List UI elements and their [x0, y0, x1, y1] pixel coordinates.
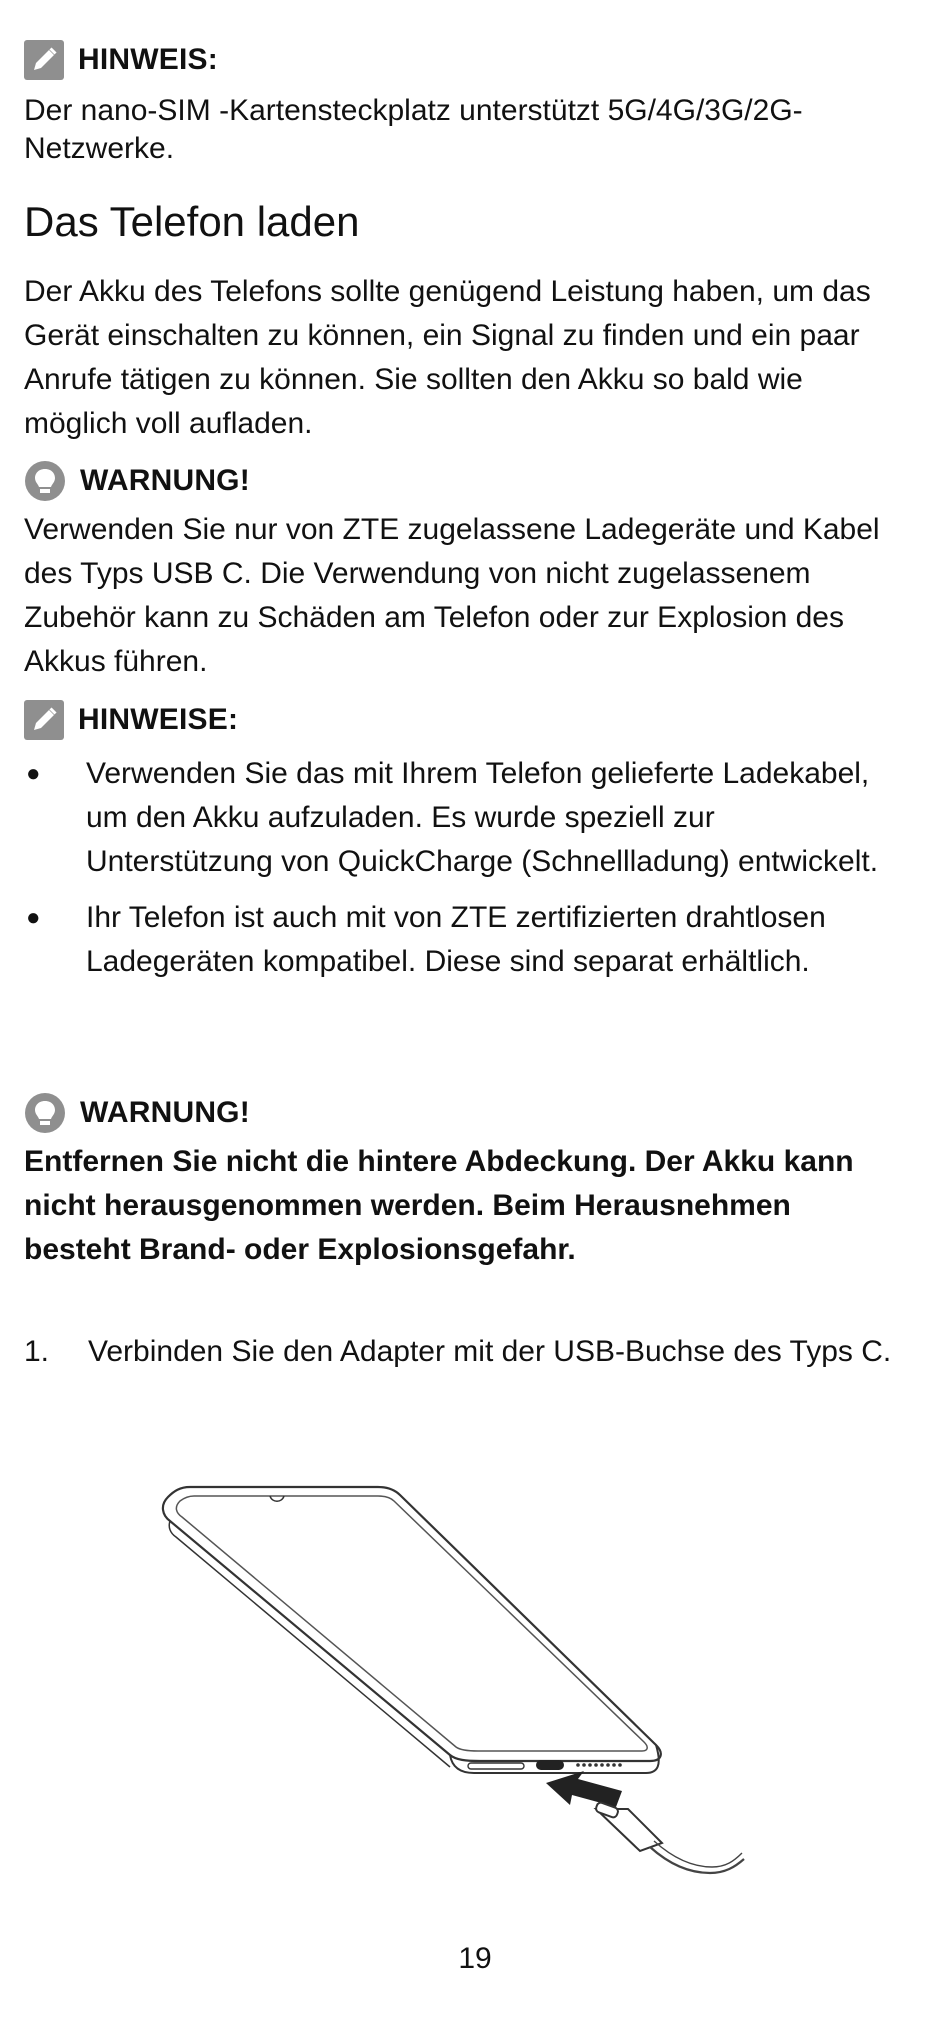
note-header: [24, 40, 218, 80]
notes-list: [24, 752, 904, 984]
pencil-icon: [24, 700, 64, 740]
page-number: 19: [458, 1942, 492, 1975]
charging-illustration: [150, 1455, 750, 1875]
notes-header: [24, 700, 238, 740]
bullet-icon: ●: [26, 904, 41, 931]
warning-header: [24, 1092, 250, 1134]
warning-label: WARNUNG!: [80, 1096, 250, 1129]
warning-text: Verwenden Sie nur von ZTE zugelassene Ladegeräte und Kabel des Typs USB C. Die Verwendung von nicht zugelassenem Zubehör kann zu Schäden am Telefon oder zur Explosion des Akkus führen.: [24, 513, 880, 678]
step-text: Verbinden Sie den Adapter mit der USB-Buchse des Typs C.: [88, 1335, 892, 1368]
section-title: Das Telefon laden: [24, 198, 360, 245]
steps-list: [24, 1328, 904, 1376]
note-label: HINWEIS:: [78, 43, 218, 76]
intro-paragraph: Der Akku des Telefons sollte genügend Leistung haben, um das Gerät einschalten zu können, ein Signal zu finden und ein paar Anrufe tätigen zu können. Sie sollten den Akku so bald wie möglich voll aufladen.: [24, 275, 871, 440]
lightbulb-icon: [24, 1092, 66, 1134]
pencil-icon: [24, 40, 64, 80]
step-number: 1.: [24, 1335, 50, 1368]
list-item: [24, 1328, 904, 1376]
notes-label: HINWEISE:: [78, 703, 239, 736]
warning-label: WARNUNG!: [80, 464, 250, 497]
lightbulb-icon: [24, 460, 66, 502]
list-item: [24, 752, 904, 884]
list-item: [24, 896, 904, 984]
bullet-icon: ●: [26, 760, 41, 787]
list-item-text: Verwenden Sie das mit Ihrem Telefon gelieferte Ladekabel, um den Akku aufzuladen. Es wurde speziell zur Unterstützung von QuickCharge (Schnellladung) entwickelt.: [86, 757, 879, 878]
phone-charging-image: [150, 1455, 750, 1875]
warning-header: [24, 460, 250, 502]
list-item-text: Ihr Telefon ist auch mit von ZTE zertifizierten drahtlosen Ladegeräten kompatibel. Diese sind separat erhältlich.: [86, 901, 826, 978]
warning-text: Entfernen Sie nicht die hintere Abdeckung. Der Akku kann nicht herausgenommen werden. Beim Herausnehmen besteht Brand- oder Explosionsgefahr.: [24, 1145, 854, 1266]
note-text: Der nano-SIM -Kartensteckplatz unterstützt 5G/4G/3G/2G-Netzwerke.: [24, 94, 803, 165]
